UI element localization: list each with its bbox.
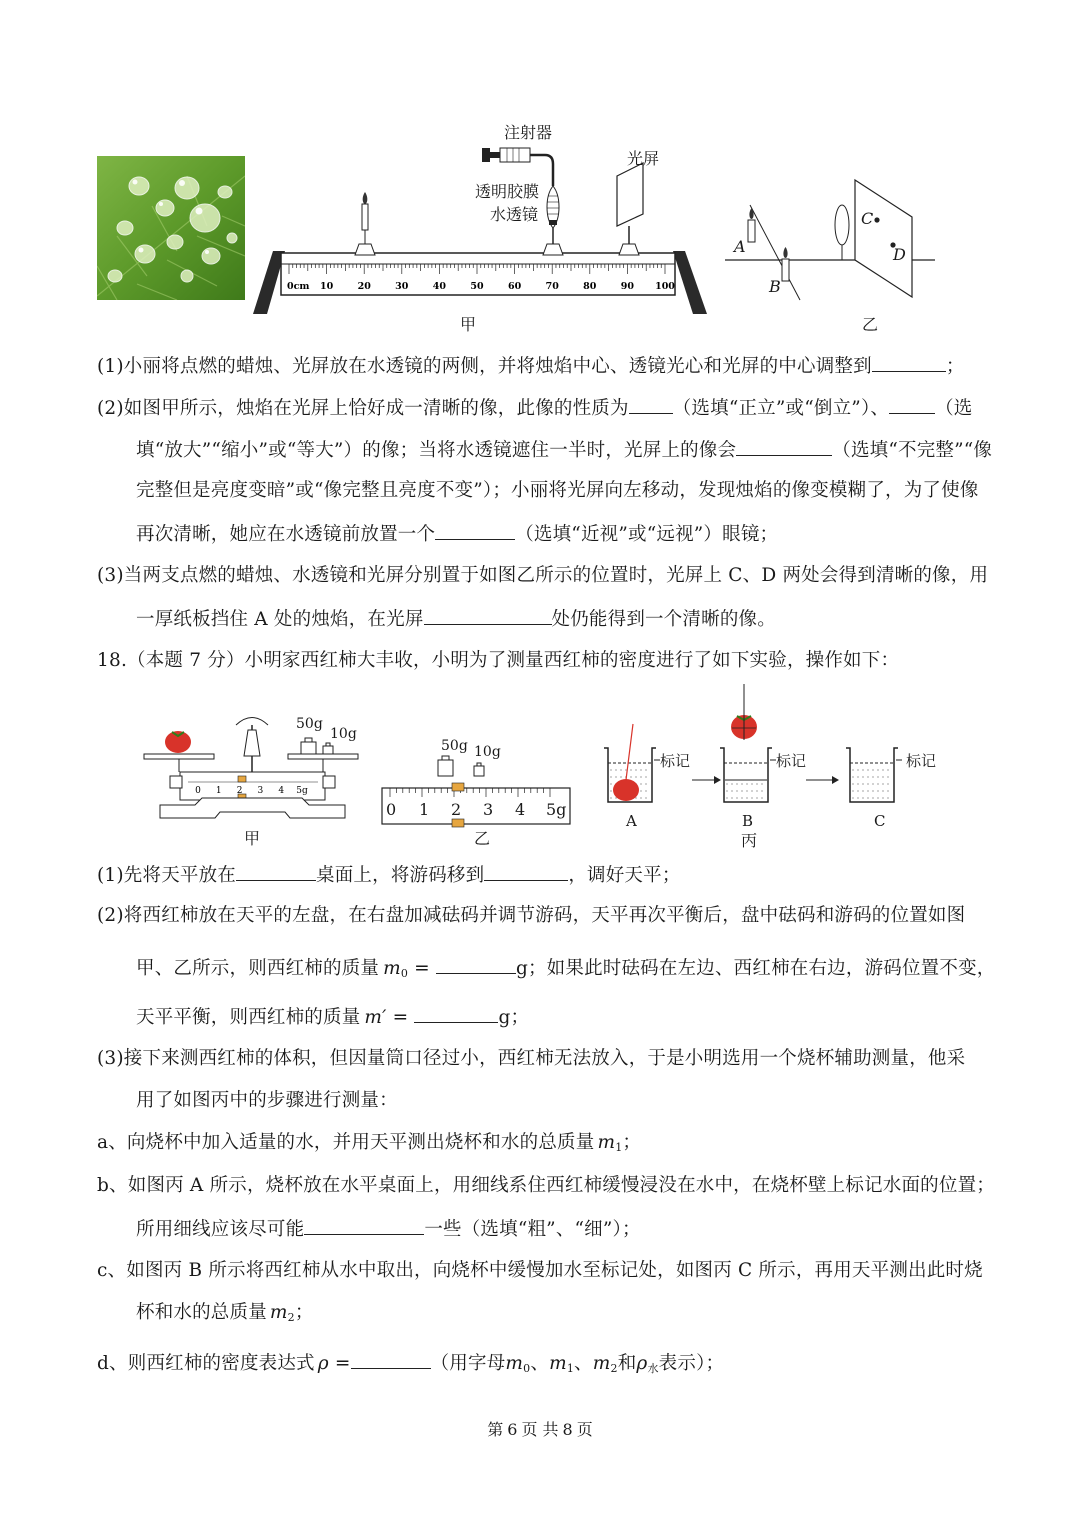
dual-candle-figure: [720, 175, 945, 305]
q18-step-a: a、向烧杯中加入适量的水，并用天平测出烧杯和水的总质量 $m_1$；: [97, 1132, 642, 1154]
membrane-label: 透明胶膜: [475, 182, 540, 201]
rider-scale-3: 3: [483, 800, 494, 819]
q17-part3-line2: 一厚纸板挡住 A 处的烛焰，在光屏 处仍能得到一个清晰的像。: [136, 606, 776, 632]
q18-step-c-line2: 杯和水的总质量 $m_2$；: [136, 1302, 314, 1324]
answer-blank[interactable]: [424, 606, 552, 625]
w50-label-yi: 50g: [441, 738, 468, 754]
q17-part2-line4: 再次清晰，她应在水透镜前放置一个 （选填“近视”或“远视”）眼镜；: [136, 521, 778, 547]
q17-part2-line3: 完整但是亮度变暗”或“像完整且亮度不变”）；小丽将光屏向左移动，发现烛焰的像变模糊了，为了使像: [136, 480, 979, 501]
q18-step-c-line1: c、如图丙 B 所示将西红柿从水中取出，向烧杯中缓慢加水至标记处，如图丙 C 所示，再用天平测出此时烧: [97, 1260, 983, 1281]
answer-blank[interactable]: [872, 353, 946, 372]
point-d-label: D: [893, 245, 906, 264]
ruler-tick-label: 30: [395, 281, 409, 292]
ruler-tick-label: 50: [470, 281, 484, 292]
w10-label-jia: 10g: [330, 726, 357, 742]
q18-part2-line1: (2)将西红柿放在天平的左盘，在右盘加减砝码并调节游码，天平再次平衡后，盘中砝码和游码的位置如图: [97, 905, 966, 926]
step-a-label: A: [626, 812, 637, 830]
point-a-label: A: [734, 237, 746, 256]
answer-blank[interactable]: [304, 1216, 424, 1235]
q18-part3-line2: 用了如图丙中的步骤进行测量：: [136, 1090, 398, 1111]
w50-label-jia: 50g: [296, 716, 323, 732]
point-b-label: B: [769, 277, 781, 296]
figure-caption-jia-2: 甲: [244, 829, 261, 848]
candle-stand: [355, 192, 375, 255]
w10-label-yi: 10g: [474, 744, 501, 760]
mark-label-c: 标记: [906, 752, 937, 770]
answer-blank[interactable]: [414, 1004, 498, 1023]
mark-label-b: 标记: [776, 752, 807, 770]
rider-scale-0: 0: [386, 800, 397, 819]
balance-scale-label: 2: [236, 786, 243, 796]
q17-part2-line1: (2)如图甲所示，烛焰在光屏上恰好成一清晰的像，此像的性质为 （选填“正立”或“倒立”）、 （选: [97, 395, 973, 421]
rider-scale-5: 5g: [546, 800, 567, 819]
figure-caption-yi-2: 乙: [474, 829, 491, 848]
step-b-label: B: [742, 812, 754, 830]
balance-scale-label: 3: [257, 786, 264, 796]
q18-part2-line2: 甲、乙所示，则西红柿的质量 $m_0 = g$；如果此时砝码在左边、西红柿在右边，游码位置不变，: [136, 955, 995, 986]
figure-caption-yi: 乙: [862, 315, 879, 334]
answer-blank[interactable]: [436, 955, 516, 974]
step-c-label: C: [874, 812, 886, 830]
balance-scale-label: 0: [195, 786, 201, 796]
answer-blank[interactable]: [351, 1350, 431, 1369]
q18-part1: (1)先将天平放在 桌面上，将游码移到 ，调好天平；: [97, 862, 681, 888]
balance-scale-label: 4: [278, 786, 285, 796]
q18-step-b-line1: b、如图丙 A 所示，烧杯放在水平桌面上，用细线系住西红柿缓慢浸没在水中，在烧杯壁上标记水面的位置；: [97, 1175, 995, 1196]
answer-blank[interactable]: [484, 862, 568, 881]
answer-blank[interactable]: [736, 437, 832, 456]
balance-scale-label: 1: [215, 786, 222, 796]
point-c-label: C: [861, 209, 874, 228]
optical-bench-figure: [245, 118, 715, 318]
ruler-tick-label: 0cm: [287, 281, 310, 292]
light-screen-stand: [617, 163, 643, 255]
rider-scale-4: 4: [515, 800, 526, 819]
ruler-tick-label: 80: [583, 281, 597, 292]
q18-part3-line1: (3)接下来测西红柿的体积，但因量筒口径过小，西红柿无法放入，于是小明选用一个烧杯辅助测量，他采: [97, 1048, 966, 1069]
balance-figure: [140, 690, 365, 830]
figure-caption-jia: 甲: [460, 315, 477, 334]
rider-scale-2: 2: [451, 800, 462, 819]
rider-scale-1: 1: [419, 800, 430, 819]
q18-step-b-line2: 所用细线应该尽可能 一些（选填“粗”、“细”）；: [136, 1216, 641, 1242]
water-lens-stand: [482, 148, 563, 255]
answer-blank[interactable]: [435, 521, 515, 540]
ruler-tick-label: 70: [545, 281, 559, 292]
q18-intro: 18.（本题 7 分）小明家西红柿大丰收，小明为了测量西红柿的密度进行了如下实验，操作如下：: [97, 650, 900, 671]
screen-label: 光屏: [627, 149, 660, 168]
q17-part2-line2: 填“放大”“缩小”或“等大”）的像；当将水透镜遮住一半时，光屏上的像会 （选填“不完整”“像: [136, 437, 992, 463]
q18-part2-line3: 天平平衡，则西红柿的质量 m′ = g；: [136, 1004, 529, 1030]
water-lens-label: 水透镜: [490, 205, 539, 224]
answer-blank[interactable]: [236, 862, 316, 881]
answer-blank[interactable]: [629, 395, 673, 414]
beaker-steps-figure: [596, 684, 946, 814]
ruler-tick-label: 100: [655, 281, 675, 292]
figure-caption-bing: 丙: [741, 831, 758, 850]
q18-step-d: d、则西红柿的密度表达式 ρ = （用字母$m_0$、$m_1$、$m_2$和$\rho_水$表示）；: [97, 1350, 724, 1381]
balance-scale-label: 5g: [296, 786, 308, 796]
answer-blank[interactable]: [889, 395, 935, 414]
ruler-tick-label: 90: [620, 281, 635, 292]
ruler-tick-label: 10: [319, 281, 334, 292]
leaf-photo: [97, 156, 245, 300]
ruler-tick-label: 20: [357, 281, 371, 292]
ruler-tick-label: 40: [432, 281, 447, 292]
q17-part3-line1: (3)当两支点燃的蜡烛、水透镜和光屏分别置于如图乙所示的位置时，光屏上 C、D 两处会得到清晰的像，用: [97, 565, 989, 586]
mark-label-a: 标记: [660, 752, 691, 770]
q17-part1: (1)小丽将点燃的蜡烛、光屏放在水透镜的两侧，并将烛焰中心、透镜光心和光屏的中心调整到 ；: [97, 353, 965, 379]
page-footer: 第 6 页 共 8 页: [487, 1420, 593, 1439]
ruler-tick-label: 60: [507, 281, 522, 292]
syringe-label: 注射器: [504, 123, 553, 142]
